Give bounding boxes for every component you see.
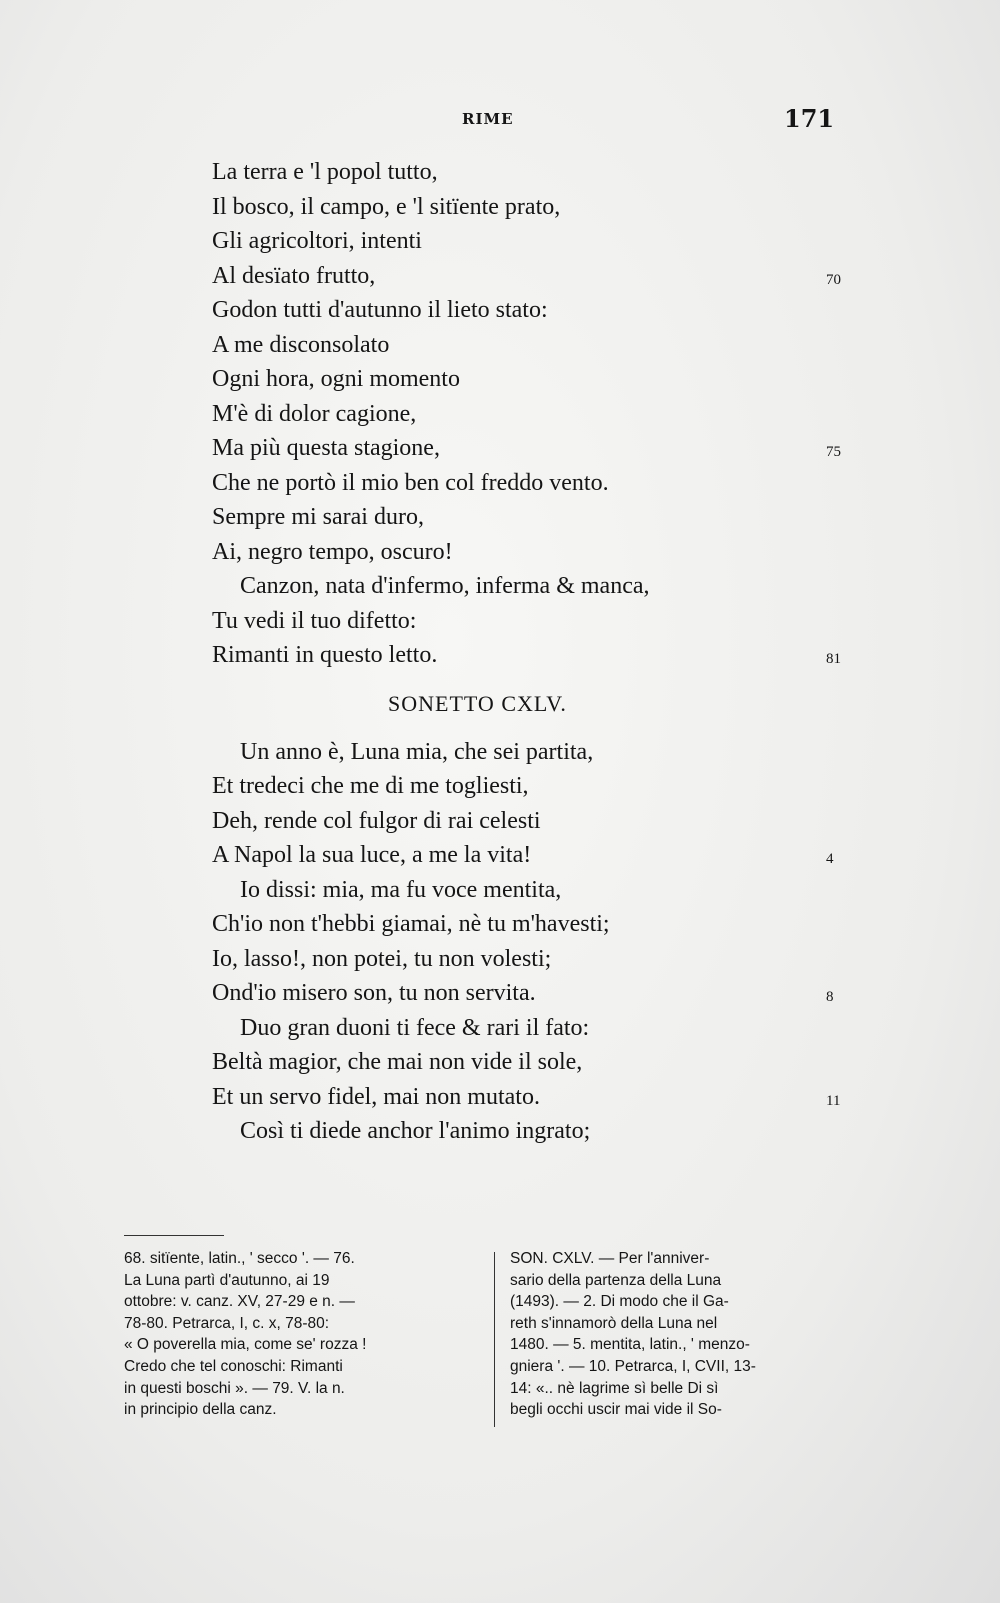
verse-line <box>212 224 852 259</box>
verse-line <box>212 397 852 432</box>
running-head: RIME <box>462 110 514 128</box>
verse-text: La terra e 'l popol tutto, <box>212 159 438 185</box>
verse-text: Sempre mi sarai duro, <box>212 504 424 530</box>
verse-line <box>212 328 852 363</box>
verse-text: Ma più questa stagione, <box>212 435 440 461</box>
verse-text: Godon tutti d'autunno il lieto stato: <box>212 297 548 323</box>
verse-line <box>212 362 852 397</box>
verse-line <box>212 604 852 639</box>
verse-line <box>212 466 852 501</box>
verse-text: Ai, negro tempo, oscuro! <box>212 538 453 565</box>
line-number: 81 <box>826 651 841 667</box>
verse-text: A me disconsolato <box>212 331 390 358</box>
verse-text: Rimanti in questo letto. <box>212 642 438 668</box>
verse-text: Io, lasso!, non potei, tu non volesti; <box>212 945 552 972</box>
verse-text: Così ti diede anchor l'animo ingrato; <box>240 1118 591 1144</box>
verse-line <box>212 155 852 190</box>
verse-line <box>212 804 852 839</box>
verse-text: Che ne portò il mio ben col freddo vento. <box>212 469 609 496</box>
verse-line <box>212 838 852 873</box>
verse-text: Ogni hora, ogni momento <box>212 366 460 392</box>
verse-text: Gli agricoltori, intenti <box>212 228 422 254</box>
verse-text: Il bosco, il campo, e 'l sitïente prato, <box>212 193 561 220</box>
footnote-rule <box>124 1235 224 1236</box>
verse-line <box>212 259 852 294</box>
verse-line <box>212 569 852 604</box>
verse-text: Et un servo fidel, mai non mutato. <box>212 1083 540 1110</box>
verse-text: M'è di dolor cagione, <box>212 400 417 427</box>
verse-line <box>212 1011 852 1046</box>
footnote-left-column: 68. sitïente, latin., ' secco '. — 76. La Luna partì d'autunno, ai 19 ottobre: v. canz. XV, 27-29 e n. — 78-80. Petrarca, I, c. x, 78-80: « O poverella mia, come se' rozza ! Credo che tel conoschi: Rimanti in questi boschi ». — 79. V. la n. in principio della canz. <box>124 1250 367 1419</box>
verse-text: Canzon, nata d'infermo, inferma & manca, <box>240 573 650 599</box>
sonnet-title: SONETTO CXLV. <box>388 690 567 716</box>
verse-text: A Napol la sua luce, a me la vita! <box>212 842 532 868</box>
verse-text: Et tredeci che me di me togliesti, <box>212 773 529 799</box>
verse-line <box>212 535 852 570</box>
verse-line <box>212 638 852 673</box>
verse-text: Ond'io misero son, tu non servita. <box>212 980 536 1006</box>
verse-line <box>212 190 852 225</box>
verse-text: Duo gran duoni ti fece & rari il fato: <box>240 1014 590 1041</box>
poem-text <box>212 155 852 1149</box>
verse-line <box>212 976 852 1011</box>
verse-text: Beltà magior, che mai non vide il sole, <box>212 1049 583 1075</box>
verse-line <box>212 769 852 804</box>
line-number: 4 <box>826 851 834 867</box>
verse-text: Deh, rende col fulgor di rai celesti <box>212 807 541 834</box>
verse-text: Io dissi: mia, ma fu voce mentita, <box>240 876 562 903</box>
verse-line <box>212 431 852 466</box>
footnotes <box>124 1248 860 1433</box>
verse-line <box>212 293 852 328</box>
footnote-column-divider <box>494 1252 495 1427</box>
page-header <box>0 104 1000 138</box>
footnote-right-column: SON. CXLV. — Per l'anniver- sario della partenza della Luna (1493). — 2. Di modo che il Ga- reth s'innamorò della Luna nel 1480. — 5. mentita, latin., ' menzo- gniera '. — 10. Petrarca, I, CVII, 13- 14: «.. nè lagrime sì belle Di sì begli occhi uscir mai vide il So- <box>510 1250 756 1419</box>
verse-line <box>212 873 852 908</box>
verse-line <box>212 942 852 977</box>
line-number: 70 <box>826 271 841 288</box>
verse-text: Ch'io non t'hebbi giamai, nè tu m'havesti; <box>212 911 610 937</box>
verse-line <box>212 1114 852 1149</box>
verse-text: Al desïato frutto, <box>212 262 376 289</box>
line-number: 8 <box>826 989 834 1005</box>
verse-line <box>212 735 852 770</box>
verse-line <box>212 1080 852 1115</box>
line-number: 11 <box>826 1092 841 1109</box>
verse-line <box>212 907 852 942</box>
line-number: 75 <box>826 444 841 460</box>
verse-line <box>212 500 852 535</box>
verse-line <box>212 1045 852 1080</box>
verse-text: Tu vedi il tuo difetto: <box>212 607 417 634</box>
verse-text: Un anno è, Luna mia, che sei partita, <box>240 738 594 765</box>
page-number: 171 <box>784 104 835 133</box>
